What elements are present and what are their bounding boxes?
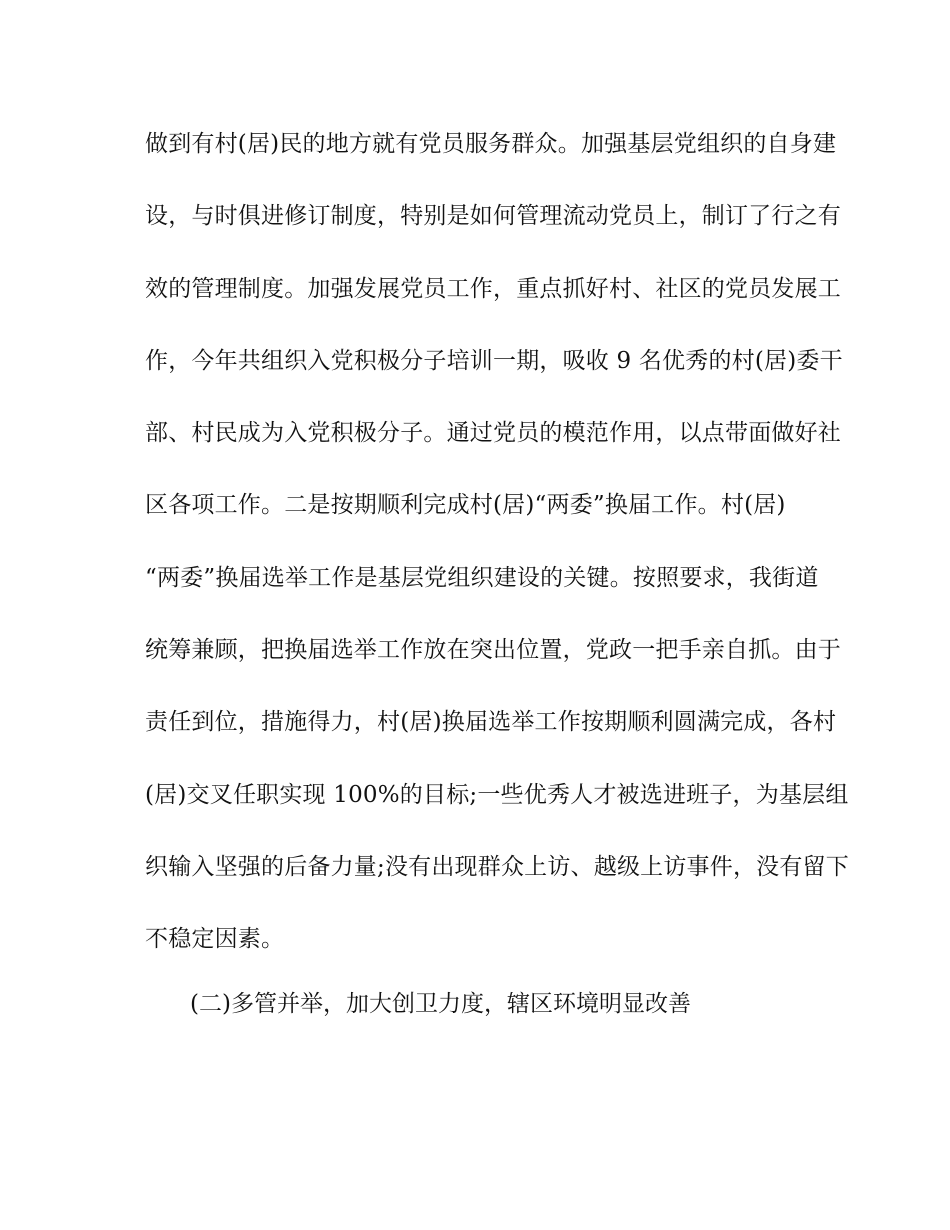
body-line: 效的管理制度。加强发展党员工作，重点抓好村、社区的党员发展工: [145, 275, 841, 302]
body-line: 区各项工作。二是按期顺利完成村(居)“两委”换届工作。村(居): [145, 492, 786, 519]
body-line: 作，今年共组织入党积极分子培训一期，吸收 9 名优秀的村(居)委干: [145, 347, 843, 374]
body-line: (居)交叉任职实现 100%的目标;一些优秀人才被选进班子，为基层组: [145, 781, 849, 808]
body-line: 设，与时俱进修订制度，特别是如何管理流动党员上，制订了行之有: [145, 203, 841, 230]
body-line: “两委”换届选举工作是基层党组织建设的关键。按照要求，我街道: [145, 564, 819, 591]
body-line: 统筹兼顾，把换届选举工作放在突出位置，党政一把手亲自抓。由于: [145, 637, 841, 664]
body-line: 做到有村(居)民的地方就有党员服务群众。加强基层党组织的自身建: [145, 131, 837, 157]
body-line: 部、村民成为入党积极分子。通过党员的模范作用，以点带面做好社: [145, 420, 841, 447]
body-paragraph: [145, 120, 849, 988]
section-heading: (二)多管并举，加大创卫力度，辖区环境明显改善: [190, 991, 691, 1017]
body-line: 责任到位，措施得力，村(居)换届选举工作按期顺利圆满完成，各村: [145, 709, 837, 736]
body-line: 不稳定因素。: [145, 926, 285, 953]
body-line: 织输入坚强的后备力量;没有出现群众上访、越级上访事件，没有留下: [145, 853, 849, 880]
